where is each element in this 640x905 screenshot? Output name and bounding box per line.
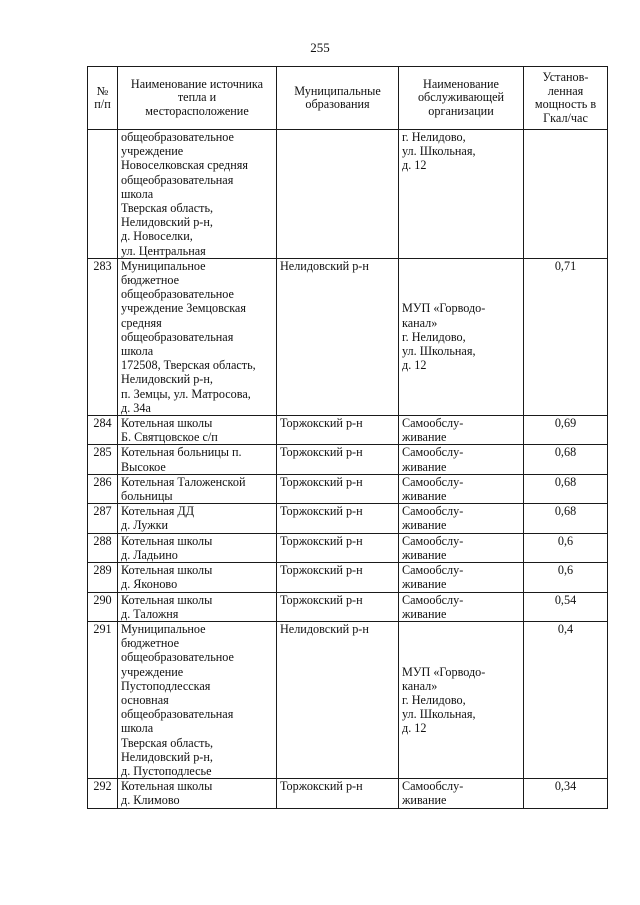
- header-org-line: Наименование: [423, 76, 499, 91]
- municipality-cell: [277, 130, 399, 259]
- organization-line: канал»: [402, 678, 438, 693]
- power-cell: 0,34: [524, 779, 608, 808]
- organization-line: д. 12: [402, 358, 427, 373]
- organization-line: д. 12: [402, 721, 427, 736]
- table-row: [88, 563, 608, 592]
- source-name-line: Пустоподлесская: [121, 678, 211, 693]
- organization-cell: [399, 621, 524, 778]
- source-name-line: школа: [121, 721, 154, 736]
- municipality-cell: Торжокский р-н: [277, 445, 399, 474]
- source-name-line: Нелидовский р-н,: [121, 749, 213, 764]
- row-number: [88, 130, 118, 259]
- table-row: [88, 130, 608, 259]
- source-name-line: Котельная больницы п.: [121, 445, 242, 460]
- source-name-line: школа: [121, 186, 154, 201]
- source-name-line: средняя: [121, 315, 162, 330]
- header-mun-line: образования: [305, 97, 370, 111]
- organization-line: живание: [402, 459, 447, 474]
- organization-cell: [399, 592, 524, 621]
- organization-line: г. Нелидово,: [402, 692, 466, 707]
- header-mun-line: Муниципальные: [294, 83, 381, 98]
- organization-cell: [399, 563, 524, 592]
- source-name-line: общеобразовательное: [121, 650, 234, 665]
- header-org-line: организации: [428, 103, 494, 118]
- power-cell: 0,68: [524, 445, 608, 474]
- source-name-line: больницы: [121, 489, 173, 504]
- source-name-line: п. Земцы, ул. Матросова,: [121, 386, 251, 401]
- source-name-cell: [118, 621, 277, 778]
- source-name-cell: [118, 779, 277, 808]
- row-number: 289: [88, 563, 118, 592]
- source-name-line: бюджетное: [121, 273, 180, 288]
- row-number: 287: [88, 504, 118, 533]
- source-name-line: Муниципальное: [121, 621, 206, 636]
- source-name-cell: [118, 445, 277, 474]
- municipality-cell: Торжокский р-н: [277, 779, 399, 808]
- source-name-cell: [118, 130, 277, 259]
- source-name-line: Котельная школы: [121, 416, 213, 431]
- power-cell: 0,6: [524, 563, 608, 592]
- source-name-line: Котельная Таложенской: [121, 474, 246, 489]
- source-name-line: Муниципальное: [121, 258, 206, 273]
- organization-cell: [399, 258, 524, 415]
- source-name-line: д. Климово: [121, 793, 180, 808]
- source-name-cell: [118, 474, 277, 503]
- source-name-line: школа: [121, 344, 154, 359]
- source-name-cell: [118, 504, 277, 533]
- organization-line: живание: [402, 577, 447, 592]
- source-name-line: общеобразовательная: [121, 707, 234, 722]
- source-name-line: Новоселковская средняя: [121, 158, 248, 173]
- organization-line: МУП «Горводо-: [402, 664, 486, 679]
- source-name-line: учреждение: [121, 664, 184, 679]
- source-name-cell: [118, 258, 277, 415]
- source-name-cell: [118, 416, 277, 445]
- source-name-line: Котельная школы: [121, 533, 213, 548]
- source-name-line: д. 34а: [121, 400, 151, 415]
- row-number: 283: [88, 258, 118, 415]
- organization-line: живание: [402, 547, 447, 562]
- municipality-cell: Торжокский р-н: [277, 592, 399, 621]
- header-name-line: тепла и: [177, 90, 217, 105]
- page-number: 255: [310, 40, 330, 55]
- municipality-cell: Торжокский р-н: [277, 474, 399, 503]
- source-name-line: Тверская область,: [121, 735, 214, 750]
- heat-sources-table: [87, 66, 608, 809]
- organization-line: г. Нелидово,: [402, 130, 466, 144]
- organization-line: Самообслу-: [402, 474, 464, 489]
- source-name-line: д. Ладьино: [121, 547, 178, 562]
- header-power-line: Гкал/час: [543, 110, 588, 125]
- source-name-line: Нелидовский р-н,: [121, 372, 213, 387]
- source-name-line: Котельная ДД: [121, 504, 195, 519]
- organization-line: живание: [402, 430, 447, 445]
- header-power-line: мощность в: [534, 97, 597, 111]
- organization-cell: [399, 779, 524, 808]
- organization-line: Самообслу-: [402, 416, 464, 431]
- organization-line: Самообслу-: [402, 533, 464, 548]
- table-row: [88, 504, 608, 533]
- table-row: [88, 592, 608, 621]
- source-name-cell: [118, 563, 277, 592]
- row-number: 288: [88, 533, 118, 562]
- source-name-line: общеобразовательная: [121, 172, 234, 187]
- power-cell: 0,68: [524, 504, 608, 533]
- source-name-line: Нелидовский р-н,: [121, 215, 213, 230]
- source-name-line: Б. Святцовское с/п: [121, 430, 218, 445]
- organization-cell: [399, 533, 524, 562]
- header-name-line: Наименование источника: [130, 76, 264, 91]
- power-cell: 0,68: [524, 474, 608, 503]
- table-row: [88, 258, 608, 415]
- organization-cell: [399, 445, 524, 474]
- municipality-cell: Торжокский р-н: [277, 533, 399, 562]
- source-name-cell: [118, 533, 277, 562]
- table-row: [88, 533, 608, 562]
- power-cell: 0,6: [524, 533, 608, 562]
- organization-line: Самообслу-: [402, 504, 464, 519]
- header-name-line: месторасположение: [145, 103, 249, 118]
- source-name-line: основная: [121, 692, 169, 707]
- organization-line: г. Нелидово,: [402, 329, 466, 344]
- row-number: 286: [88, 474, 118, 503]
- source-name-line: общеобразовательное: [121, 287, 234, 302]
- row-number: 291: [88, 621, 118, 778]
- header-municipality: [277, 67, 399, 130]
- row-number: 290: [88, 592, 118, 621]
- organization-line: Самообслу-: [402, 563, 464, 578]
- source-name-line: д. Пустоподлесье: [121, 763, 212, 778]
- header-org-line: обслуживающей: [417, 90, 505, 105]
- organization-cell: [399, 504, 524, 533]
- municipality-cell: Торжокский р-н: [277, 563, 399, 592]
- source-name-line: Котельная школы: [121, 592, 213, 607]
- source-name-line: Котельная школы: [121, 563, 213, 578]
- organization-line: канал»: [402, 315, 438, 330]
- source-name-line: ул. Центральная: [121, 243, 206, 258]
- source-name-line: Котельная школы: [121, 779, 213, 794]
- source-name-line: 172508, Тверская область,: [121, 358, 256, 373]
- organization-line: д. 12: [402, 158, 427, 173]
- header-num-line: п/п: [94, 97, 111, 111]
- row-number: 285: [88, 445, 118, 474]
- power-cell: 0,71: [524, 258, 608, 415]
- source-name-line: д. Яконово: [121, 577, 178, 592]
- table-row: [88, 621, 608, 778]
- header-num-line: №: [96, 83, 109, 98]
- power-cell: [524, 130, 608, 259]
- organization-line: живание: [402, 606, 447, 621]
- organization-line: Самообслу-: [402, 779, 464, 794]
- organization-line: Самообслу-: [402, 445, 464, 460]
- header-power-line: Установ-: [542, 70, 589, 84]
- organization-cell: [399, 416, 524, 445]
- source-name-line: д. Новоселки,: [121, 229, 193, 244]
- header-num: [88, 67, 118, 130]
- source-name-line: учреждение: [121, 144, 184, 159]
- source-name-line: общеобразовательная: [121, 329, 234, 344]
- table-row: [88, 416, 608, 445]
- municipality-cell: Торжокский р-н: [277, 416, 399, 445]
- organization-line: Самообслу-: [402, 592, 464, 607]
- municipality-cell: Нелидовский р-н: [277, 621, 399, 778]
- table-row: [88, 445, 608, 474]
- organization-cell: [399, 130, 524, 259]
- organization-line: живание: [402, 793, 447, 808]
- source-name-line: общеобразовательное: [121, 130, 234, 144]
- table-row: [88, 474, 608, 503]
- source-name-line: бюджетное: [121, 636, 180, 651]
- header-name: [118, 67, 277, 130]
- header-power-line: ленная: [547, 83, 584, 98]
- source-name-line: Тверская область,: [121, 201, 214, 216]
- table-row: [88, 779, 608, 808]
- organization-line: ул. Школьная,: [402, 344, 476, 359]
- organization-line: ул. Школьная,: [402, 144, 476, 159]
- organization-line: живание: [402, 489, 447, 504]
- organization-line: ул. Школьная,: [402, 707, 476, 722]
- row-number: 284: [88, 416, 118, 445]
- organization-cell: [399, 474, 524, 503]
- power-cell: 0,69: [524, 416, 608, 445]
- organization-line: живание: [402, 518, 447, 533]
- source-name-cell: [118, 592, 277, 621]
- source-name-line: Высокое: [121, 459, 166, 474]
- source-name-line: д. Лужки: [121, 518, 169, 533]
- table-header-row: [88, 67, 608, 130]
- header-power: [524, 67, 608, 130]
- municipality-cell: Торжокский р-н: [277, 504, 399, 533]
- municipality-cell: Нелидовский р-н: [277, 258, 399, 415]
- source-name-line: д. Таложня: [121, 606, 179, 621]
- power-cell: 0,4: [524, 621, 608, 778]
- source-name-line: учреждение Земцовская: [121, 301, 246, 316]
- row-number: 292: [88, 779, 118, 808]
- header-organization: [399, 67, 524, 130]
- power-cell: 0,54: [524, 592, 608, 621]
- organization-line: МУП «Горводо-: [402, 301, 486, 316]
- table-body: [88, 130, 608, 809]
